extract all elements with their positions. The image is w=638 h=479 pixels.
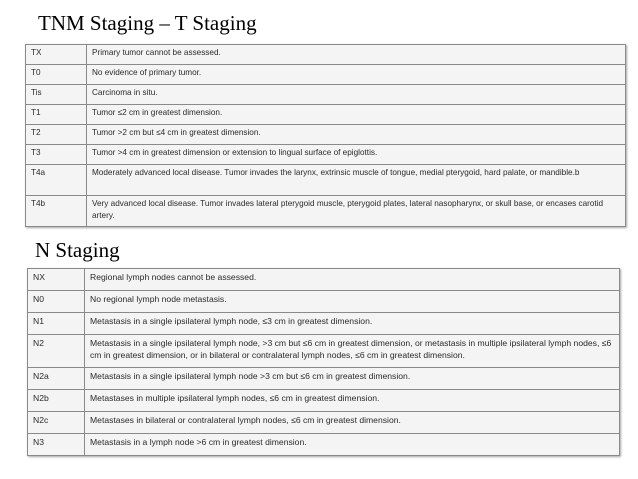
stage-code: NX [28,269,85,291]
stage-code: N2c [28,412,85,434]
table-row [26,65,626,85]
stage-description: Metastasis in a single ipsilateral lymph node, ≤3 cm in greatest dimension. [85,313,620,335]
stage-code: TX [26,45,87,65]
stage-code: Tis [26,85,87,105]
n-staging-table [27,268,620,456]
n-staging-heading: N Staging [35,238,120,262]
table-row [28,412,620,434]
table-row [26,45,626,65]
stage-code: N2a [28,368,85,390]
t-staging-table [25,44,626,227]
stage-code: T3 [26,145,87,165]
table-row [28,313,620,335]
stage-description: Regional lymph nodes cannot be assessed. [85,269,620,291]
stage-description: Metastases in multiple ipsilateral lymph nodes, ≤6 cm in greatest dimension. [85,390,620,412]
stage-code: T4a [26,165,87,196]
stage-description: No regional lymph node metastasis. [85,291,620,313]
table-row [26,125,626,145]
stage-description: Tumor >4 cm in greatest dimension or extension to lingual surface of epiglottis. [87,145,626,165]
stage-code: T2 [26,125,87,145]
stage-code: N2b [28,390,85,412]
stage-description: Metastases in bilateral or contralateral lymph nodes, ≤6 cm in greatest dimension. [85,412,620,434]
table-row [26,165,626,196]
table-row [28,335,620,368]
stage-code: N2 [28,335,85,368]
table-row [26,196,626,227]
table-row [26,105,626,125]
table-row [28,291,620,313]
stage-description: Primary tumor cannot be assessed. [87,45,626,65]
stage-code: N0 [28,291,85,313]
table-row [28,434,620,456]
table-row [28,390,620,412]
table-row [26,145,626,165]
stage-code: T1 [26,105,87,125]
stage-code: T0 [26,65,87,85]
table-row [26,85,626,105]
stage-description: Tumor ≤2 cm in greatest dimension. [87,105,626,125]
stage-description: Carcinoma in situ. [87,85,626,105]
stage-description: Tumor >2 cm but ≤4 cm in greatest dimension. [87,125,626,145]
stage-description: No evidence of primary tumor. [87,65,626,85]
stage-description: Metastasis in a single ipsilateral lymph node, >3 cm but ≤6 cm in greatest dimension, or metastasis in multiple ipsilateral lymph nodes, ≤6 cm in greatest dimension, or in bilateral or contralateral lymph nodes, ≤6 cm in greatest dimension. [85,335,620,368]
stage-description: Moderately advanced local disease. Tumor invades the larynx, extrinsic muscle of tongue, medial pterygoid, hard palate, or mandible.b [87,165,626,196]
table-row [28,368,620,390]
stage-code: N3 [28,434,85,456]
stage-code: T4b [26,196,87,227]
stage-description: Very advanced local disease. Tumor invades lateral pterygoid muscle, pterygoid plates, lateral nasopharynx, or skull base, or encases carotid artery. [87,196,626,227]
stage-code: N1 [28,313,85,335]
t-staging-heading: TNM Staging – T Staging [38,11,257,35]
stage-description: Metastasis in a single ipsilateral lymph node >3 cm but ≤6 cm in greatest dimension. [85,368,620,390]
stage-description: Metastasis in a lymph node >6 cm in greatest dimension. [85,434,620,456]
table-row [28,269,620,291]
